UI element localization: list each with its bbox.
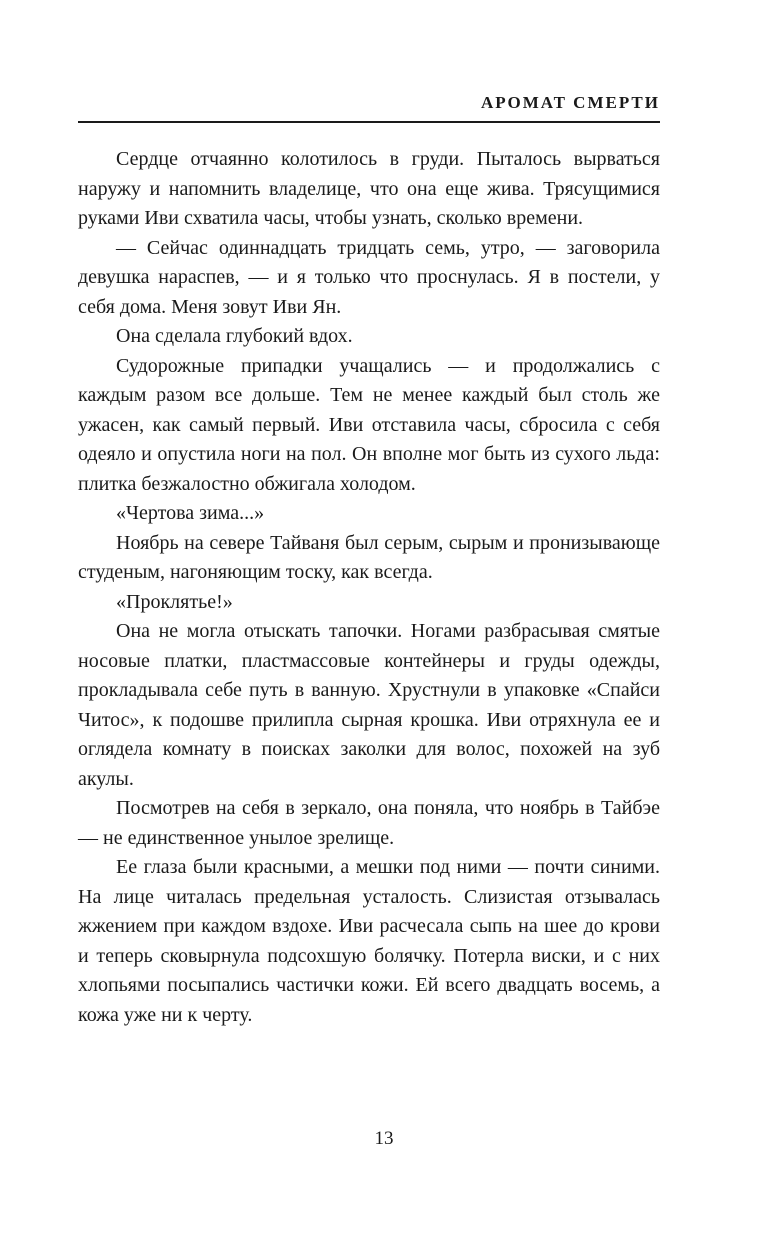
paragraph: Сердце отчаянно колотилось в груди. Пыталось вырваться наружу и напомнить владелице, что она еще жива. Трясущимися руками Иви схватила часы, чтобы узнать, сколько времени. (78, 148, 660, 229)
paragraph: Ноябрь на севере Тайваня был серым, сырым и пронизывающе студеным, нагоняющим тоску, как всегда. (78, 531, 660, 583)
paragraph: Она не могла отыскать тапочки. Ногами разбрасывая смятые носовые платки, пластмассовые контейнеры и груды одежды, прокладывала себе путь в ванную. Хрустнули в упаковке «Спайси Читос», к подошве прилипла сырная крошка. Иви отряхнула ее и оглядела комнату в поисках заколки для волос, похожей на зуб акулы. (78, 620, 660, 790)
paragraph: Судорожные припадки учащались — и продолжались с каждым разом все дольше. Тем не менее каждый был столь же ужасен, как самый первый. Иви отставила часы, сбросила с себя одеяло и опустила ноги на пол. Он вполне мог быть из сухого льда: плитка безжалостно обжигала холодом. (78, 354, 660, 495)
paragraph: «Проклятье!» (116, 590, 233, 613)
book-title: АРОМАТ СМЕРТИ (480, 93, 660, 112)
running-header (78, 92, 660, 114)
paragraph: Она сделала глубокий вдох. (116, 325, 353, 347)
paragraph: Ее глаза были красными, а мешки под ними — почти синими. На лице читалась предельная усталость. Слизистая отзывалась жжением при каждом вздохе. Иви расчесала сыпь на шее до крови и теперь сковырнула подсохшую болячку. Потерла виски, и с них хлопьями посыпались частички кожи. Ей всего двадцать восемь, а кожа уже ни к черту. (78, 856, 660, 1026)
header-rule (78, 121, 660, 123)
paragraph: — Сейчас одиннадцать тридцать семь, утро, — заговорила девушка нараспев, — и я только что проснулась. Я в постели, у себя дома. Меня зовут Иви Ян. (78, 236, 660, 318)
paragraph: «Чертова зима...» (116, 502, 265, 524)
page-number: 13 (374, 1128, 394, 1149)
page-body (78, 145, 660, 1030)
paragraph: Посмотрев на себя в зеркало, она поняла, что ноябрь в Тайбэе — не единственное унылое зрелище. (78, 797, 660, 849)
